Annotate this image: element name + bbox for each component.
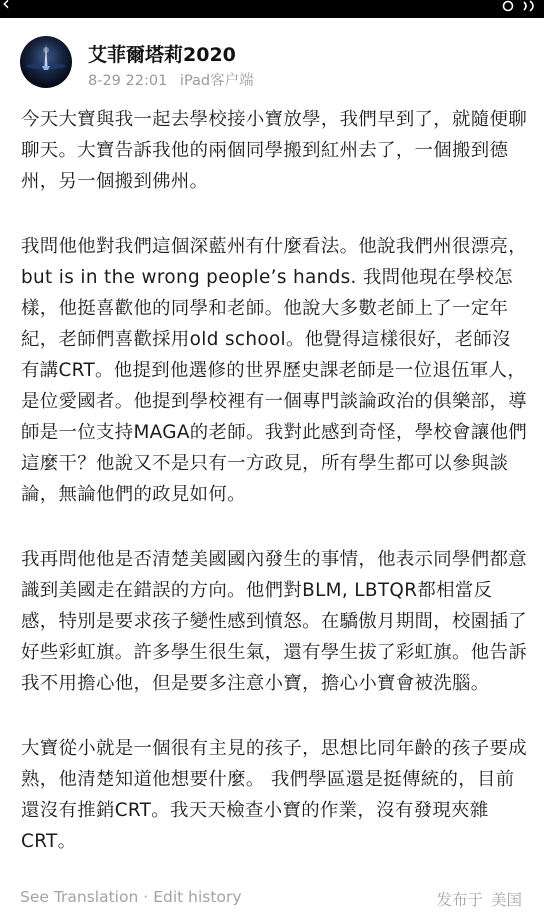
post-date: 8-29 22:01: [88, 73, 168, 89]
top-bar: [0, 0, 544, 18]
footer-separator: ·: [143, 888, 149, 906]
post-header: [20, 36, 524, 96]
post-body: [21, 104, 529, 891]
avatar-image: [20, 36, 72, 88]
posted-from: [436, 888, 522, 910]
posted-from-label: 发布于: [436, 891, 483, 909]
author-name[interactable]: 艾菲爾塔莉2020: [88, 44, 236, 66]
posted-from-location: 美国: [490, 891, 522, 909]
post-device: iPad客户端: [179, 73, 254, 89]
post-footer: [20, 888, 522, 912]
more-options-icon[interactable]: [502, 0, 540, 14]
post-meta: [88, 69, 254, 90]
post-paragraph: 我問他他對我們這個深藍州有什麼看法。他說我們州很漂亮，but is in the wrong people’s hands. 我問他現在學校怎樣，他挺喜歡他的同學和老師。他說大多數老師上了一定年紀，老師們喜歡採用old school。他覺得這樣很好，老師沒有講CRT。他提到他選修的世界歷史課老師是一位退伍軍人，是位愛國者。他提到學校裡有一個專門談論政治的俱樂部，導師是一位支持MAGA的老師。我對此感到奇怪，學校會讓他們這麼干？他說又不是只有一方政見，所有學生都可以參與談論，無論他們的政見如何。: [21, 236, 528, 505]
back-icon[interactable]: ‹: [2, 0, 10, 15]
post-paragraph: 今天大寶與我一起去學校接小寶放學，我們早到了，就隨便聊聊天。大寶告訴我他的兩個同學搬到紅州去了，一個搬到德州，另一個搬到佛州。: [21, 109, 527, 192]
avatar[interactable]: [20, 36, 72, 88]
edit-history-link[interactable]: Edit history: [153, 888, 242, 906]
post-paragraph: 我再問他他是否清楚美國國內發生的事情，他表示同學們都意識到美國走在錯誤的方向。他們對BLM, LBTQR都相當反感，特別是要求孩子變性感到憤怒。在驕傲月期間，校園插了好些彩虹旗。許多學生很生氣，還有學生拔了彩虹旗。他告訴我不用擔心他，但是要多注意小寶，擔心小寶會被洗腦。: [21, 549, 527, 694]
post-paragraph: 大寶從小就是一個很有主見的孩子，思想比同年齡的孩子要成熟，他清楚知道他想要什麼。 我們學區還是挺傳統的，目前還沒有推銷CRT。我天天檢查小寶的作業，沒有發現夾雜CRT。: [21, 738, 527, 852]
see-translation-link[interactable]: See Translation: [20, 888, 139, 906]
